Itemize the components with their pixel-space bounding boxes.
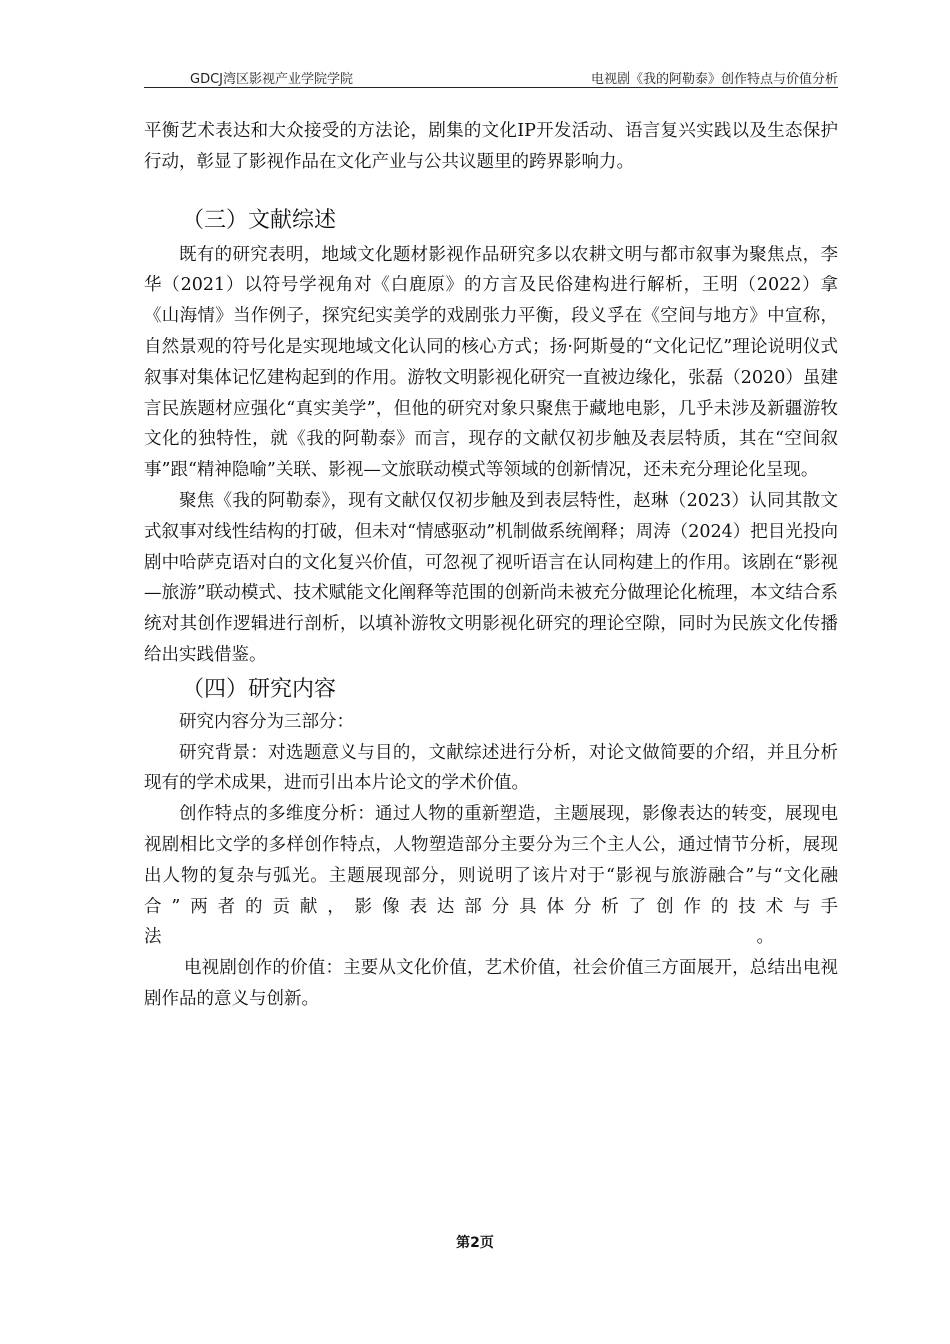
paragraph: 电视剧创作的价值：主要从文化价值，艺术价值，社会价值三方面展开，总结出电视剧作品的意义与创新。: [144, 958, 838, 1009]
section-heading-research-content: （四）研究内容: [182, 676, 337, 702]
header-paper-title: 电视剧《我的阿勒泰》创作特点与价值分析: [590, 72, 838, 87]
paragraph: 研究背景：对选题意义与目的，文献综述进行分析，对论文做简要的介绍，并且分析现有的学术成果，进而引出本片论文的学术价值。: [144, 742, 838, 794]
paragraph: 研究内容分为三部分：: [179, 711, 354, 732]
section-heading-literature-review: （三）文献综述: [182, 207, 337, 233]
page-number: 第2页: [456, 1235, 494, 1251]
header-rule: [144, 87, 838, 88]
page-header: [144, 66, 838, 86]
page-content: [144, 116, 838, 1015]
paragraph: 既有的研究表明，地域文化题材影视作品研究多以农耕文明与都市叙事为聚焦点，李华（2021）以符号学视角对《白鹿原》的方言及民俗建构进行解析，王明（2022）拿《山海情》当作例子，探究纪实美学的戏剧张力平衡，段义孚在《空间与地方》中宣称，自然景观的符号化是实现地域文化认同的核心方式；扬·阿斯曼的“文化记忆”理论说明仪式叙事对集体记忆建构起到的作用。游牧文明影视化研究一直被边缘化，张磊（2020）虽建言民族题材应强化“真实美学”，但他的研究对象只聚焦于藏地电影，几乎未涉及新疆游牧文化的独特性，就《我的阿勒泰》而言，现存的文献仅初步触及表层特质，其在“空间叙事”跟“精神隐喻”关联、影视—文旅联动模式等领域的创新情况，还未充分理论化呈现。: [144, 244, 838, 481]
paragraph: 聚焦《我的阿勒泰》，现有文献仅仅初步触及到表层特性，赵琳（2023）认同其散文式叙事对线性结构的打破，但未对“情感驱动”机制做系统阐释；周涛（2024）把目光投向剧中哈萨克语对白的文化复兴价值，可忽视了视听语言在认同构建上的作用。该剧在“影视—旅游”联动模式、技术赋能文化阐释等范围的创新尚未被充分做理论化梳理，本文结合系统对其创作逻辑进行剖析，以填补游牧文明影视化研究的理论空隙，同时为民族文化传播给出实践借鉴。: [144, 490, 838, 665]
header-school: GDCJ湾区影视产业学院学院: [190, 72, 353, 87]
paragraph: 创作特点的多维度分析：通过人物的重新塑造，主题展现，影像表达的转变，展现电视剧相比文学的多样创作特点，人物塑造部分主要分为三个主人公，通过情节分析，展现出人物的复杂与弧光。主题展现部分，则说明了该片对于“影视与旅游融合”与“文化融合”两者的贡献，影像表达部分具体分析了创作的技术与手法 。: [144, 804, 838, 948]
intro-paragraph: 平衡艺术表达和大众接受的方法论，剧集的文化IP开发活动、语言复兴实践以及生态保护行动，彰显了影视作品在文化产业与公共议题里的跨界影响力。: [144, 121, 838, 172]
